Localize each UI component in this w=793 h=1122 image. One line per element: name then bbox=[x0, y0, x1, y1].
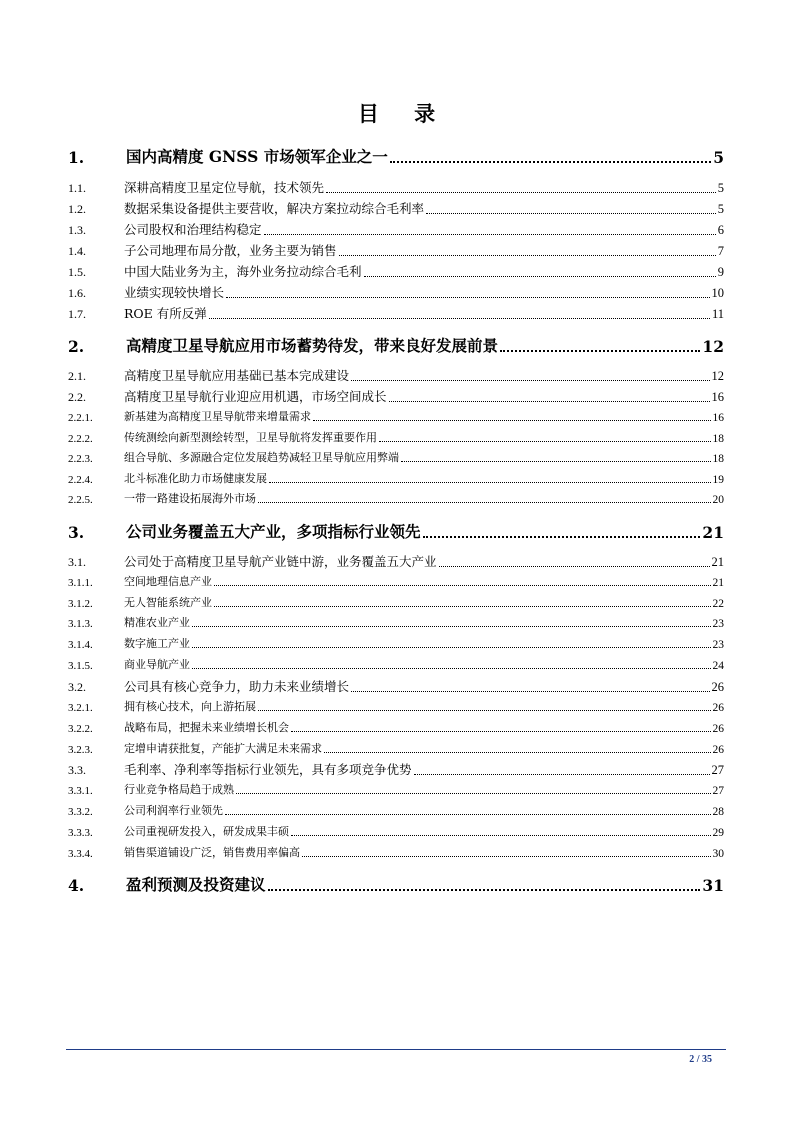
toc-entry-title: 新基建为高精度卫星导航带来增量需求 bbox=[124, 410, 311, 423]
toc-entry-page: 21 bbox=[711, 555, 724, 569]
toc-entry-level1[interactable] bbox=[68, 334, 724, 356]
toc-entry-page: 29 bbox=[712, 827, 724, 839]
toc-entry-title: 毛利率、净利率等指标行业领先，具有多项竞争优势 bbox=[124, 762, 412, 777]
toc-dot-leader bbox=[414, 774, 710, 775]
toc-entry-page: 5 bbox=[717, 202, 724, 216]
toc-entry-page: 21 bbox=[712, 577, 724, 589]
toc-entry-number: 1.1. bbox=[68, 181, 86, 195]
toc-entry-page: 11 bbox=[711, 307, 724, 321]
toc-dot-leader bbox=[364, 276, 716, 277]
toc-entry-number: 3.3.4. bbox=[68, 848, 93, 860]
toc-entry-title: ROE 有所反弹 bbox=[124, 306, 207, 321]
toc-entry-page: 27 bbox=[712, 785, 724, 797]
toc-dot-leader bbox=[291, 835, 711, 836]
toc-entry-number: 3. bbox=[68, 523, 85, 542]
toc-dot-leader bbox=[302, 856, 711, 857]
toc-entry-level2[interactable] bbox=[68, 677, 724, 695]
toc-entry-page: 9 bbox=[717, 265, 724, 279]
footer-page-number: 2 / 35 bbox=[689, 1054, 712, 1065]
toc-entry-level3[interactable] bbox=[68, 573, 724, 589]
toc-dot-leader bbox=[269, 482, 711, 483]
toc-dot-leader bbox=[351, 691, 709, 692]
toc-dot-leader bbox=[258, 710, 711, 711]
toc-entry-page: 16 bbox=[712, 412, 724, 424]
toc-entry-level3[interactable] bbox=[68, 594, 724, 610]
toc-entry-number: 3.1.3. bbox=[68, 618, 93, 630]
toc-entry-page: 26 bbox=[712, 702, 724, 714]
toc-entry-title: 一带一路建设拓展海外市场 bbox=[124, 492, 256, 505]
toc-dot-leader bbox=[209, 318, 710, 319]
toc-dot-leader bbox=[324, 752, 711, 753]
toc-entry-title: 销售渠道铺设广泛，销售费用率偏高 bbox=[124, 846, 300, 859]
toc-entry-title: 数据采集设备提供主要营收，解决方案拉动综合毛利率 bbox=[124, 201, 425, 216]
toc-entry-number: 2.2.4. bbox=[68, 474, 93, 486]
toc-entry-page: 16 bbox=[711, 390, 724, 404]
toc-entry-number: 3.1.1. bbox=[68, 577, 93, 589]
toc-entry-page: 12 bbox=[702, 337, 724, 356]
toc-entry-page: 31 bbox=[702, 876, 724, 895]
toc-dot-leader bbox=[401, 461, 711, 462]
toc-entry-title: 盈利预测及投资建议 bbox=[126, 875, 266, 894]
toc-entry-title: 高精度卫星导航行业迎应用机遇，市场空间成长 bbox=[124, 389, 387, 404]
toc-entry-level3[interactable] bbox=[68, 470, 724, 486]
toc-entry-number: 3.2.3. bbox=[68, 744, 93, 756]
toc-entry-page: 23 bbox=[712, 618, 724, 630]
toc-entry-number: 1.6. bbox=[68, 286, 86, 300]
toc-dot-leader bbox=[439, 566, 710, 567]
toc-entry-page: 5 bbox=[717, 181, 724, 195]
toc-entry-level3[interactable] bbox=[68, 698, 724, 714]
toc-entry-title: 公司股权和治理结构稳定 bbox=[124, 222, 262, 237]
toc-entry-title: 数字施工产业 bbox=[124, 637, 190, 650]
toc-entry-number: 1.2. bbox=[68, 202, 86, 216]
toc-dot-leader bbox=[264, 234, 716, 235]
toc-entry-title: 组合导航、多源融合定位发展趋势减轻卫星导航应用弊端 bbox=[124, 451, 399, 464]
toc-entry-page: 26 bbox=[712, 723, 724, 735]
toc-entry-level3[interactable] bbox=[68, 656, 724, 672]
toc-entry-page: 6 bbox=[717, 223, 724, 237]
toc-entry-level3[interactable] bbox=[68, 490, 724, 506]
toc-entry-level3[interactable] bbox=[68, 844, 724, 860]
toc-entry-number: 2.2.3. bbox=[68, 453, 93, 465]
toc-entry-level3[interactable] bbox=[68, 449, 724, 465]
toc-entry-number: 3.1.5. bbox=[68, 660, 93, 672]
toc-entry-level1[interactable] bbox=[68, 145, 724, 167]
toc-entry-level1[interactable] bbox=[68, 873, 724, 895]
toc-entry-number: 3.2.2. bbox=[68, 723, 93, 735]
toc-entry-number: 4. bbox=[68, 876, 85, 895]
toc-entry-level3[interactable] bbox=[68, 614, 724, 630]
toc-entry-title: 高精度卫星导航应用基础已基本完成建设 bbox=[124, 368, 350, 383]
toc-entry-number: 1.5. bbox=[68, 265, 86, 279]
toc-entry-level2[interactable] bbox=[68, 241, 724, 259]
toc-entry-title: 精准农业产业 bbox=[124, 616, 190, 629]
toc-entry-number: 3.3.3. bbox=[68, 827, 93, 839]
toc-entry-page: 30 bbox=[712, 848, 724, 860]
toc-dot-leader bbox=[389, 401, 710, 402]
toc-entry-page: 19 bbox=[712, 474, 724, 486]
toc-entry-number: 3.2.1. bbox=[68, 702, 93, 714]
toc-entry-number: 3.3. bbox=[68, 763, 86, 777]
toc-entry-number: 3.1.4. bbox=[68, 639, 93, 651]
toc-entry-page: 12 bbox=[711, 369, 724, 383]
toc-dot-leader bbox=[225, 814, 711, 815]
toc-entry-title: 子公司地理布局分散，业务主要为销售 bbox=[124, 243, 337, 258]
toc-entry-level3[interactable] bbox=[68, 823, 724, 839]
toc-entry-title: 公司业务覆盖五大产业，多项指标行业领先 bbox=[126, 522, 421, 541]
toc-dot-leader bbox=[226, 297, 709, 298]
toc-entry-title: 行业竞争格局趋于成熟 bbox=[124, 783, 234, 796]
toc-entry-level2[interactable] bbox=[68, 220, 724, 238]
toc-entry-number: 3.2. bbox=[68, 680, 86, 694]
toc-entry-title: 国内高精度 GNSS 市场领军企业之一 bbox=[126, 147, 388, 166]
toc-entry-number: 1. bbox=[68, 148, 85, 167]
toc-entry-level3[interactable] bbox=[68, 635, 724, 651]
toc-entry-number: 3.1.2. bbox=[68, 598, 93, 610]
toc-entry-level2[interactable] bbox=[68, 178, 724, 196]
toc-dot-leader bbox=[192, 668, 711, 669]
toc-entry-title: 传统测绘向新型测绘转型，卫星导航将发挥重要作用 bbox=[124, 431, 377, 444]
toc-entry-number: 3.3.2. bbox=[68, 806, 93, 818]
toc-entry-title: 高精度卫星导航应用市场蓄势待发，带来良好发展前景 bbox=[126, 336, 499, 355]
toc-dot-leader bbox=[426, 213, 716, 214]
toc-entry-title: 拥有核心技术，向上游拓展 bbox=[124, 700, 256, 713]
toc-dot-leader bbox=[236, 793, 711, 794]
toc-entry-number: 3.1. bbox=[68, 555, 86, 569]
toc-entry-level2[interactable] bbox=[68, 552, 724, 570]
toc-entry-number: 2.2.5. bbox=[68, 494, 93, 506]
toc-entry-level2[interactable] bbox=[68, 199, 724, 217]
toc-entry-level2[interactable] bbox=[68, 387, 724, 405]
toc-entry-level3[interactable] bbox=[68, 781, 724, 797]
toc-entry-page: 18 bbox=[712, 433, 724, 445]
toc-dot-leader bbox=[423, 536, 701, 538]
toc-entry-number: 2. bbox=[68, 337, 85, 356]
toc-entry-page: 26 bbox=[712, 744, 724, 756]
toc-entry-level1[interactable] bbox=[68, 520, 724, 542]
toc-entry-title: 公司处于高精度卫星导航产业链中游，业务覆盖五大产业 bbox=[124, 554, 437, 569]
toc-entry-level2[interactable] bbox=[68, 760, 724, 778]
toc-entry-number: 2.1. bbox=[68, 369, 86, 383]
toc-entry-level3[interactable] bbox=[68, 740, 724, 756]
toc-entry-page: 23 bbox=[712, 639, 724, 651]
toc-entry-page: 21 bbox=[702, 523, 724, 542]
toc-entry-number: 1.4. bbox=[68, 244, 86, 258]
toc-entry-title: 中国大陆业务为主，海外业务拉动综合毛利 bbox=[124, 264, 362, 279]
toc-entry-title: 深耕高精度卫星定位导航，技术领先 bbox=[124, 180, 325, 195]
toc-dot-leader bbox=[192, 647, 711, 648]
toc-entry-page: 10 bbox=[711, 286, 724, 300]
toc-entry-level3[interactable] bbox=[68, 719, 724, 735]
toc-dot-leader bbox=[390, 161, 711, 163]
toc-dot-leader bbox=[351, 380, 709, 381]
toc-entry-title: 业绩实现较快增长 bbox=[124, 285, 225, 300]
toc-entry-number: 2.2. bbox=[68, 390, 86, 404]
toc-entry-page: 28 bbox=[712, 806, 724, 818]
toc-dot-leader bbox=[379, 441, 711, 442]
toc-entry-title: 公司具有核心竞争力，助力未来业绩增长 bbox=[124, 679, 350, 694]
toc-entry-title: 无人智能系统产业 bbox=[124, 596, 212, 609]
toc-entry-title: 北斗标准化助力市场健康发展 bbox=[124, 472, 267, 485]
page-title: 目 录 bbox=[357, 101, 450, 126]
toc-entry-number: 1.3. bbox=[68, 223, 86, 237]
toc-dot-leader bbox=[500, 350, 700, 352]
toc-entry-number: 2.2.1. bbox=[68, 412, 93, 424]
toc-entry-number: 1.7. bbox=[68, 307, 86, 321]
toc-entry-page: 27 bbox=[711, 763, 724, 777]
toc-dot-leader bbox=[268, 889, 701, 891]
toc-entry-number: 3.3.1. bbox=[68, 785, 93, 797]
toc-entry-number: 2.2.2. bbox=[68, 433, 93, 445]
toc-dot-leader bbox=[258, 502, 711, 503]
toc-entry-page: 18 bbox=[712, 453, 724, 465]
toc-entry-level3[interactable] bbox=[68, 429, 724, 445]
toc-entry-page: 20 bbox=[712, 494, 724, 506]
toc-entry-title: 商业导航产业 bbox=[124, 658, 190, 671]
toc-entry-title: 定增申请获批复，产能扩大满足未来需求 bbox=[124, 742, 322, 755]
toc-entry-page: 5 bbox=[713, 148, 724, 167]
toc-dot-leader bbox=[339, 255, 716, 256]
toc-entry-level2[interactable] bbox=[68, 366, 724, 384]
toc-entry-page: 22 bbox=[712, 598, 724, 610]
toc-entry-page: 7 bbox=[717, 244, 724, 258]
toc-dot-leader bbox=[326, 192, 716, 193]
toc-entry-title: 公司利润率行业领先 bbox=[124, 804, 223, 817]
toc-entry-level2[interactable] bbox=[68, 304, 724, 322]
toc-entry-page: 26 bbox=[711, 680, 724, 694]
toc-entry-level3[interactable] bbox=[68, 408, 724, 424]
toc-dot-leader bbox=[214, 585, 711, 586]
toc-entry-title: 公司重视研发投入，研发成果丰硕 bbox=[124, 825, 289, 838]
toc-entry-level2[interactable] bbox=[68, 283, 724, 301]
toc-dot-leader bbox=[214, 606, 711, 607]
toc-dot-leader bbox=[192, 626, 711, 627]
footer-divider bbox=[66, 1049, 726, 1050]
toc-entry-title: 战略布局，把握未来业绩增长机会 bbox=[124, 721, 289, 734]
toc-entry-level2[interactable] bbox=[68, 262, 724, 280]
toc-entry-title: 空间地理信息产业 bbox=[124, 575, 212, 588]
toc-entry-level3[interactable] bbox=[68, 802, 724, 818]
toc-entry-page: 24 bbox=[712, 660, 724, 672]
toc-dot-leader bbox=[313, 420, 711, 421]
toc-dot-leader bbox=[291, 731, 711, 732]
